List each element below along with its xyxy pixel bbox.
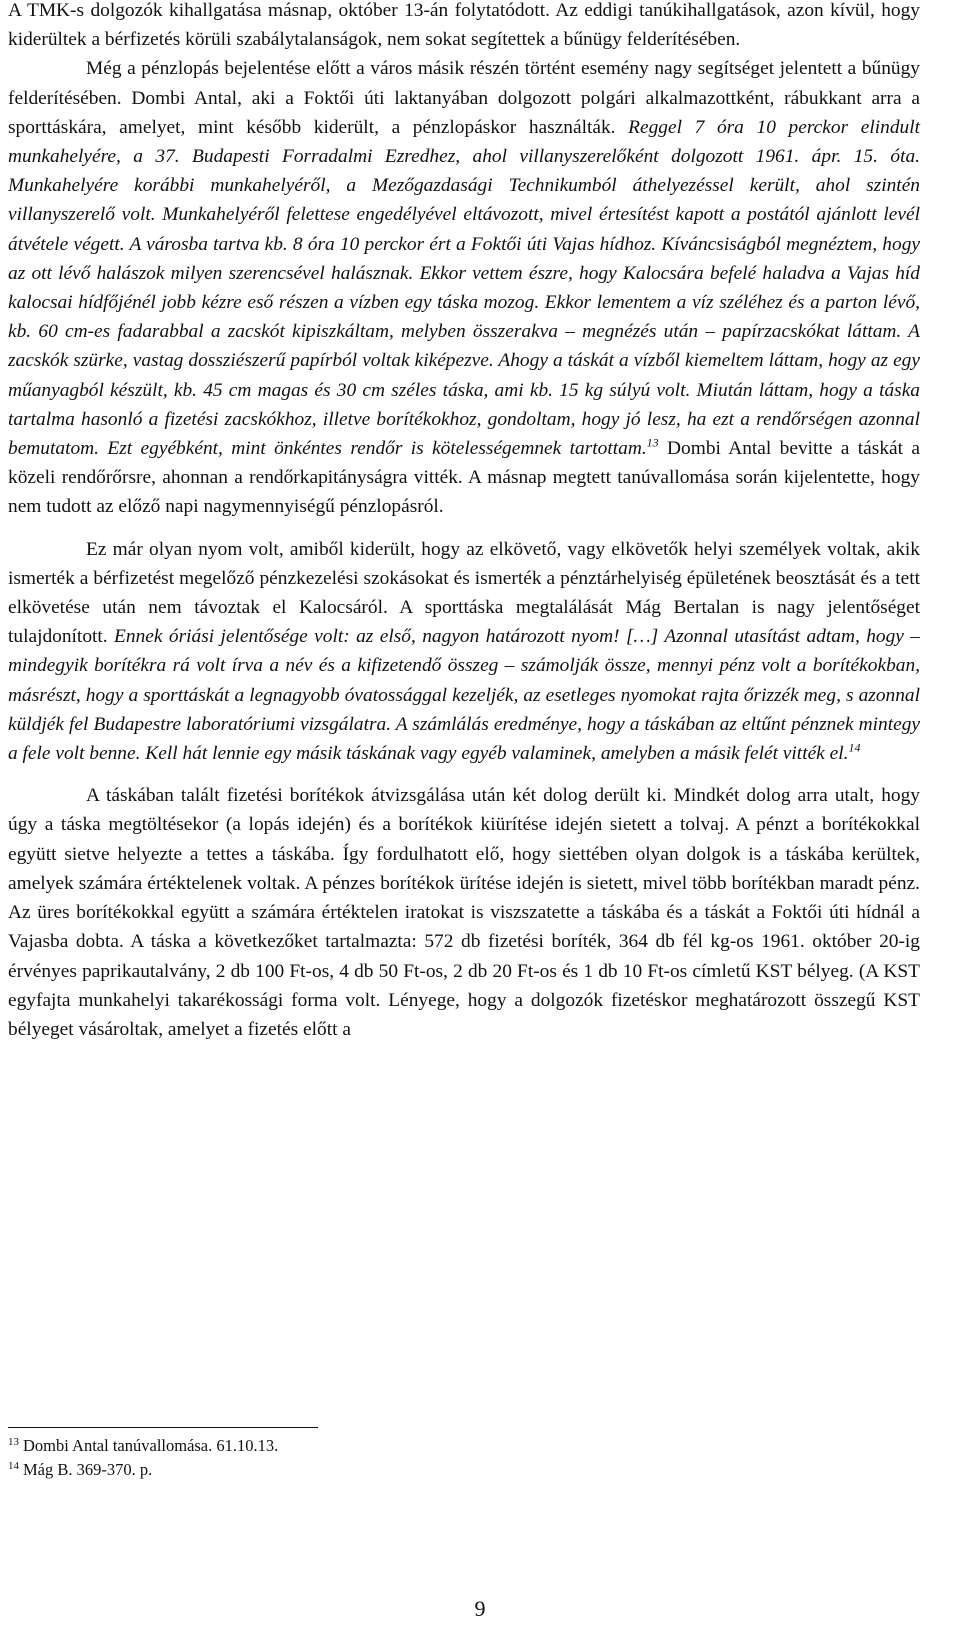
footnote-14 [8, 1458, 908, 1482]
page-number: 9 [474, 1596, 486, 1621]
body-run: A TMK-s dolgozók kihallgatása másnap, október 13-án folytatódott. Az eddigi tanúkihallgatások, azon kívül, hogy kiderültek a bérfizetés körüli szabálytalanságok, nem sokat segítettek a bűnügy felderítésében. [8, 0, 920, 51]
footnote-number: 14 [8, 1459, 19, 1472]
body-run: Ez már olyan nyom volt, amiből kiderült, hogy az elkövető, vagy elkövetők helyi személyek voltak, akik ismerték a bérfizetést megelőző pénzkezelési szokásokat és ismerték a pénztárhelyiség épületének beosztását és a tett elkövetése után nem távoztak el Kalocsáról. A sporttáska megtalálását Mág Bertalan is nagy jelentőséget tulajdonított. [8, 538, 920, 648]
body-run: Még a pénzlopás bejelentése előtt a város másik részén történt esemény nagy segítséget jelentett a bűnügy felderítésében. Dombi Antal, aki a Foktői úti laktanyában dolgozott polgári alkalmazottként, rábukkant arra a sporttáskára, amelyet, mint később kiderült, a pénzlopáskor használták. [8, 58, 920, 138]
quote-text: Reggel 7 óra 10 perckor elindult munkahelyére, a 37. Budapesti Forradalmi Ezredhez, ahol villanyszerelőként dolgozott 1961. ápr. 15. óta. Munkahelyére korábbi munkahelyéről, a Mezőgazdasági Technikumból áthelyezéssel került, ahol szintén villanyszerelő volt. Munkahelyéről felettese engedélyével eltávozott, mivel értesítést kapott a postától ajánlott levél átvétele végett. A városba tartva kb. 8 óra 10 perckor ért a Foktői úti Vajas hídhoz. Kíváncsiságból megnéztem, hogy az ott lévő halászok milyen szerencsével halásznak. Ekkor vettem észre, hogy Kalocsára befelé haladva a Vajas híd kalocsai hídfőjénél jobb kézre eső részen a vízben egy táska mozog. Ekkor lementem a víz széléhez és a parton lévő, kb. 60 cm-es fadarabbal a zacskót kipiszkáltam, melyben összerakva – megnézés után – papírzacskókat láttam. A zacskók szürke, vastag dossziészerű papírból voltak kiképezve. Ahogy a táskát a vízből kiemeltem láttam, hogy az egy műanyagból készült, kb. 45 cm magas és 30 cm széles táska, ami kb. 15 kg súlyú volt. Miután láttam, hogy a táska tartalma hasonló a fizetési zacskókhoz, illetve borítékokhoz, gondoltam, hogy jó lesz, ha ezt a rendőrségen azonnal bemutatom. Ezt egyébként, mint önkéntes rendőr is kötelességemnek tartottam. [8, 116, 920, 460]
body-run: Dombi Antal bevitte a táskát a közeli rendőrőrsre, ahonnan a rendőrkapitányságra vitték. A másnap megtett tanúvallomása során kijelentette, hogy nem tudott az előző napi nagymennyiségű pénzlopásról. [8, 438, 920, 518]
footnote-13 [8, 1434, 908, 1458]
footnote-text: Dombi Antal tanúvallomása. 61.10.13. [23, 1436, 279, 1455]
body-text [8, 0, 920, 1044]
paragraph-3 [8, 535, 920, 769]
footnotes [8, 1434, 908, 1482]
footnote-divider [8, 1427, 318, 1428]
footnote-ref: 14 [848, 740, 861, 755]
quote-text: Ennek óriási jelentősége volt: az első, nagyon határozott nyom! […] Azonnal utasítást adtam, hogy – mindegyik borítékra rá volt írva a név és a kifizetendő összeg – számolják össze, mennyi pénz volt a borítékokban, másrészt, hogy a sporttáskát a legnagyobb óvatossággal kezeljék, az esetleges nyomokat rajta őrizzék meg, s azonnal küldjék fel Budapestre laboratóriumi vizsgálatra. A számlálás eredménye, hogy a táskában az eltűnt pénznek mintegy a fele volt benne. Kell hát lennie egy másik táskának vagy egyéb valaminek, amelyben a másik felét vitték el. [8, 626, 920, 765]
footnote-text: Mág B. 369-370. p. [23, 1460, 153, 1479]
paragraph-1 [8, 0, 920, 54]
paragraph-2 [8, 54, 920, 521]
footnote-ref: 13 [646, 435, 659, 450]
paragraph-4 [8, 781, 920, 1044]
body-run: A táskában talált fizetési borítékok átvizsgálása után két dolog derült ki. Mindkét dolog arra utalt, hogy úgy a táska megtöltésekor (a lopás idején) és a borítékok kiürítése idején sietett a tolvaj. A pénzt a borítékokkal együtt sietve helyezte a tettes a táskába. Így fordulhatott elő, hogy siettében olyan dolgok is a táskába kerültek, amelyek számára értéktelenek voltak. A pénzes borítékok ürítése idején is sietett, mivel több borítékban maradt pénz. Az üres borítékokkal együtt a számára értéktelen iratokat is viszszatette a táskába és a táskát a Foktői úti hídnál a Vajasba dobta. A táska a következőket tartalmazta: 572 db fizetési boríték, 364 db fél kg-os 1961. október 20-ig érvényes paprikautalvány, 2 db 100 Ft-os, 4 db 50 Ft-os, 2 db 20 Ft-os és 1 db 10 Ft-os címletű KST bélyeg. (A KST egyfajta munkahelyi takarékossági forma volt. Lényege, hogy a dolgozók fizetéskor meghatározott összegű KST bélyeget vásároltak, amelyet a fizetés előtt a [8, 785, 920, 1040]
footnote-number: 13 [8, 1435, 19, 1448]
